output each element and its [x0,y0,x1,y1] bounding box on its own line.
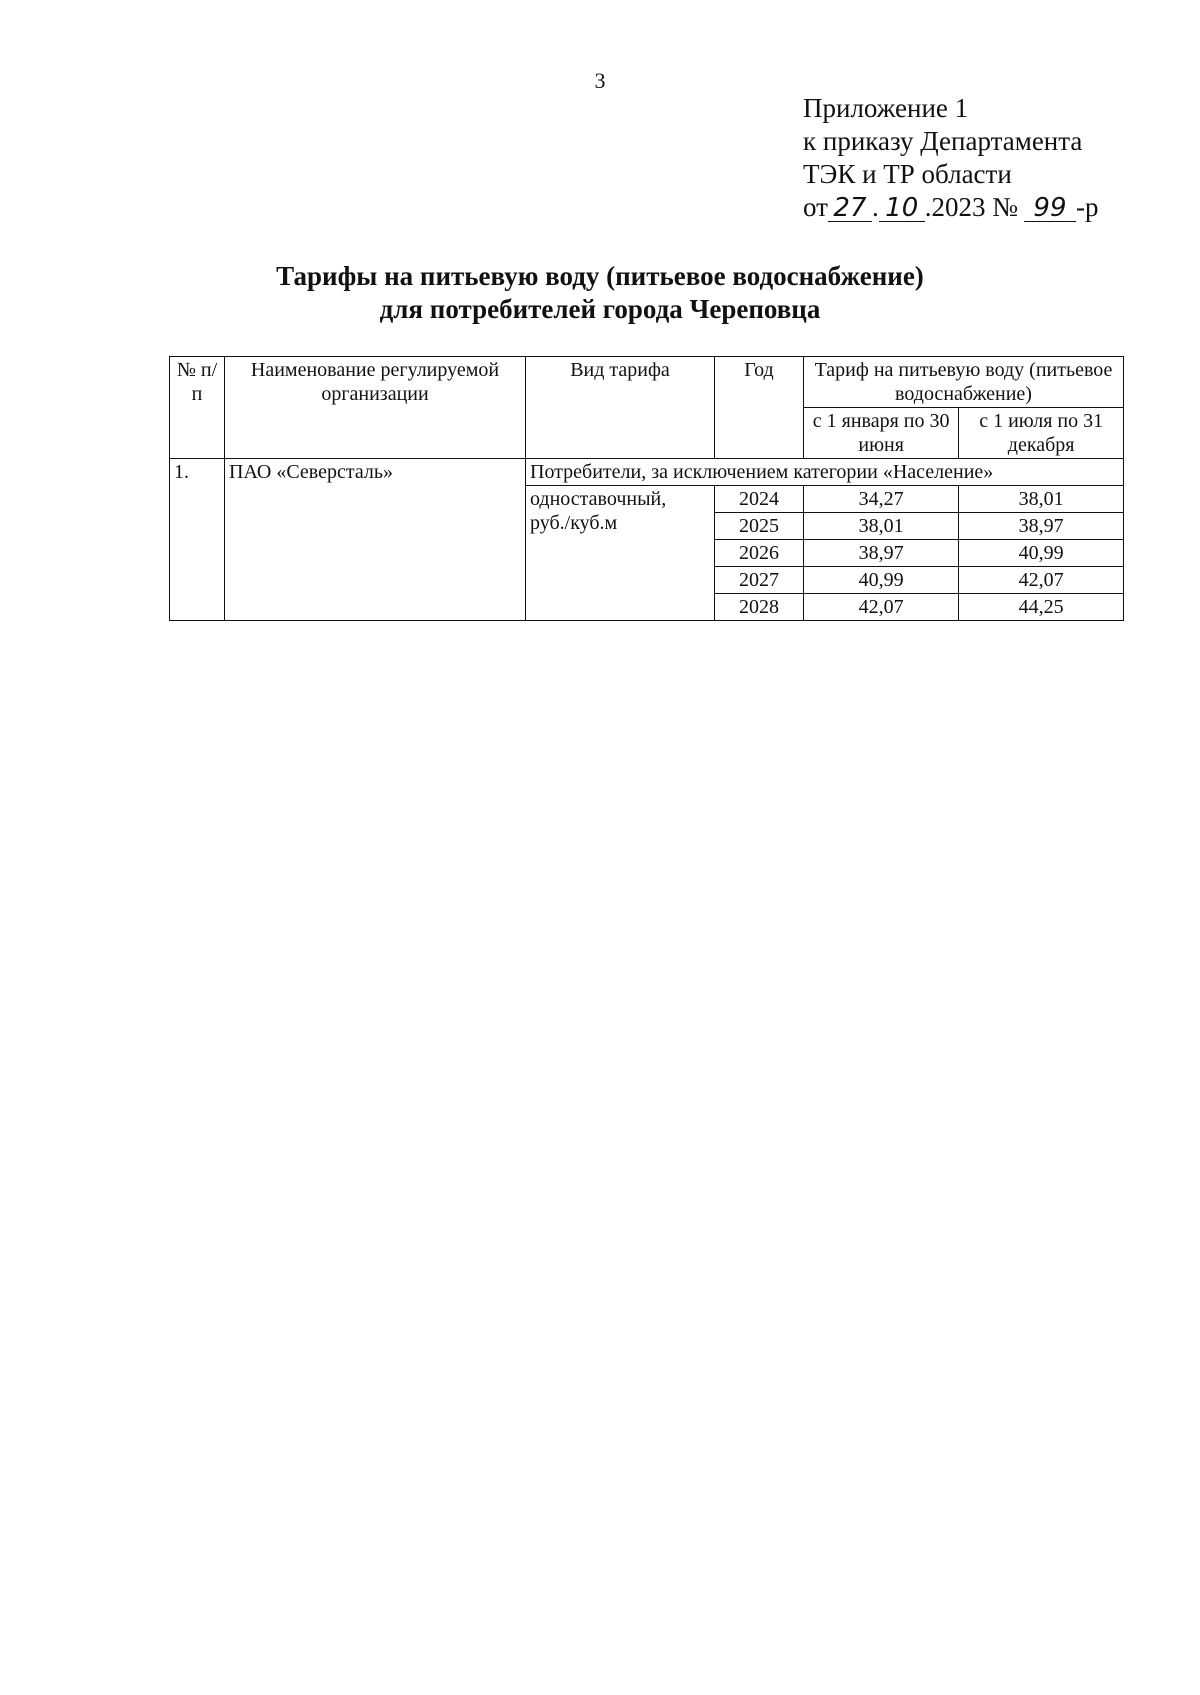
year-cell: 2026 [715,540,804,567]
header-no: № п/п [170,357,225,459]
year-cell: 2025 [715,513,804,540]
appendix-line-1: Приложение 1 [803,93,969,123]
handwritten-month: 10 [879,195,925,222]
row-number: 1. [170,459,225,621]
tariff-table [169,356,1124,621]
page-number: 3 [594,68,606,93]
tariff-h1-cell: 40,99 [804,567,959,594]
header-period-2: с 1 июля по 31 декабря [959,408,1124,459]
year-cell: 2027 [715,567,804,594]
document-title [0,260,1200,326]
handwritten-order-number: 99 [1024,195,1076,222]
tariff-h1-cell: 38,97 [804,540,959,567]
title-line-2: для потребителей города Череповца [379,294,821,324]
header-organization: Наименование регулируемой организации [225,357,526,459]
appendix-line-3: ТЭК и ТР области [803,159,1012,189]
date-year: .2023 № [924,192,1018,222]
appendix-date-line: от 27 . 10 .2023 № 99 -р [803,192,1099,223]
category-row [170,459,1124,486]
year-cell: 2028 [715,594,804,621]
consumer-category: Потребители, за исключением категории «Население» [526,459,1124,486]
tariff-h2-cell: 42,07 [959,567,1124,594]
tariff-h2-cell: 44,25 [959,594,1124,621]
tariff-h2-cell: 40,99 [959,540,1124,567]
header-row-1 [170,357,1124,408]
appendix-line-2: к приказу Департамента [803,126,1083,156]
date-prefix: от [803,192,828,222]
tariff-type-cell: одноставочный, руб./куб.м [526,486,715,621]
title-line-1: Тарифы на питьевую воду (питьевое водоснабжение) [276,261,924,291]
tariff-h1-cell: 42,07 [804,594,959,621]
header-period-1: с 1 января по 30 июня [804,408,959,459]
tariff-h2-cell: 38,97 [959,513,1124,540]
tariff-h1-cell: 38,01 [804,513,959,540]
header-tariff-type: Вид тарифа [526,357,715,459]
header-tariff: Тариф на питьевую воду (питьевое водоснабжение) [804,357,1124,408]
year-cell: 2024 [715,486,804,513]
appendix-block [803,92,1133,224]
handwritten-day: 27 [828,195,872,222]
organization-name: ПАО «Северсталь» [225,459,526,621]
tariff-h1-cell: 34,27 [804,486,959,513]
header-year: Год [715,357,804,459]
order-suffix: -р [1075,192,1099,222]
tariff-h2-cell: 38,01 [959,486,1124,513]
